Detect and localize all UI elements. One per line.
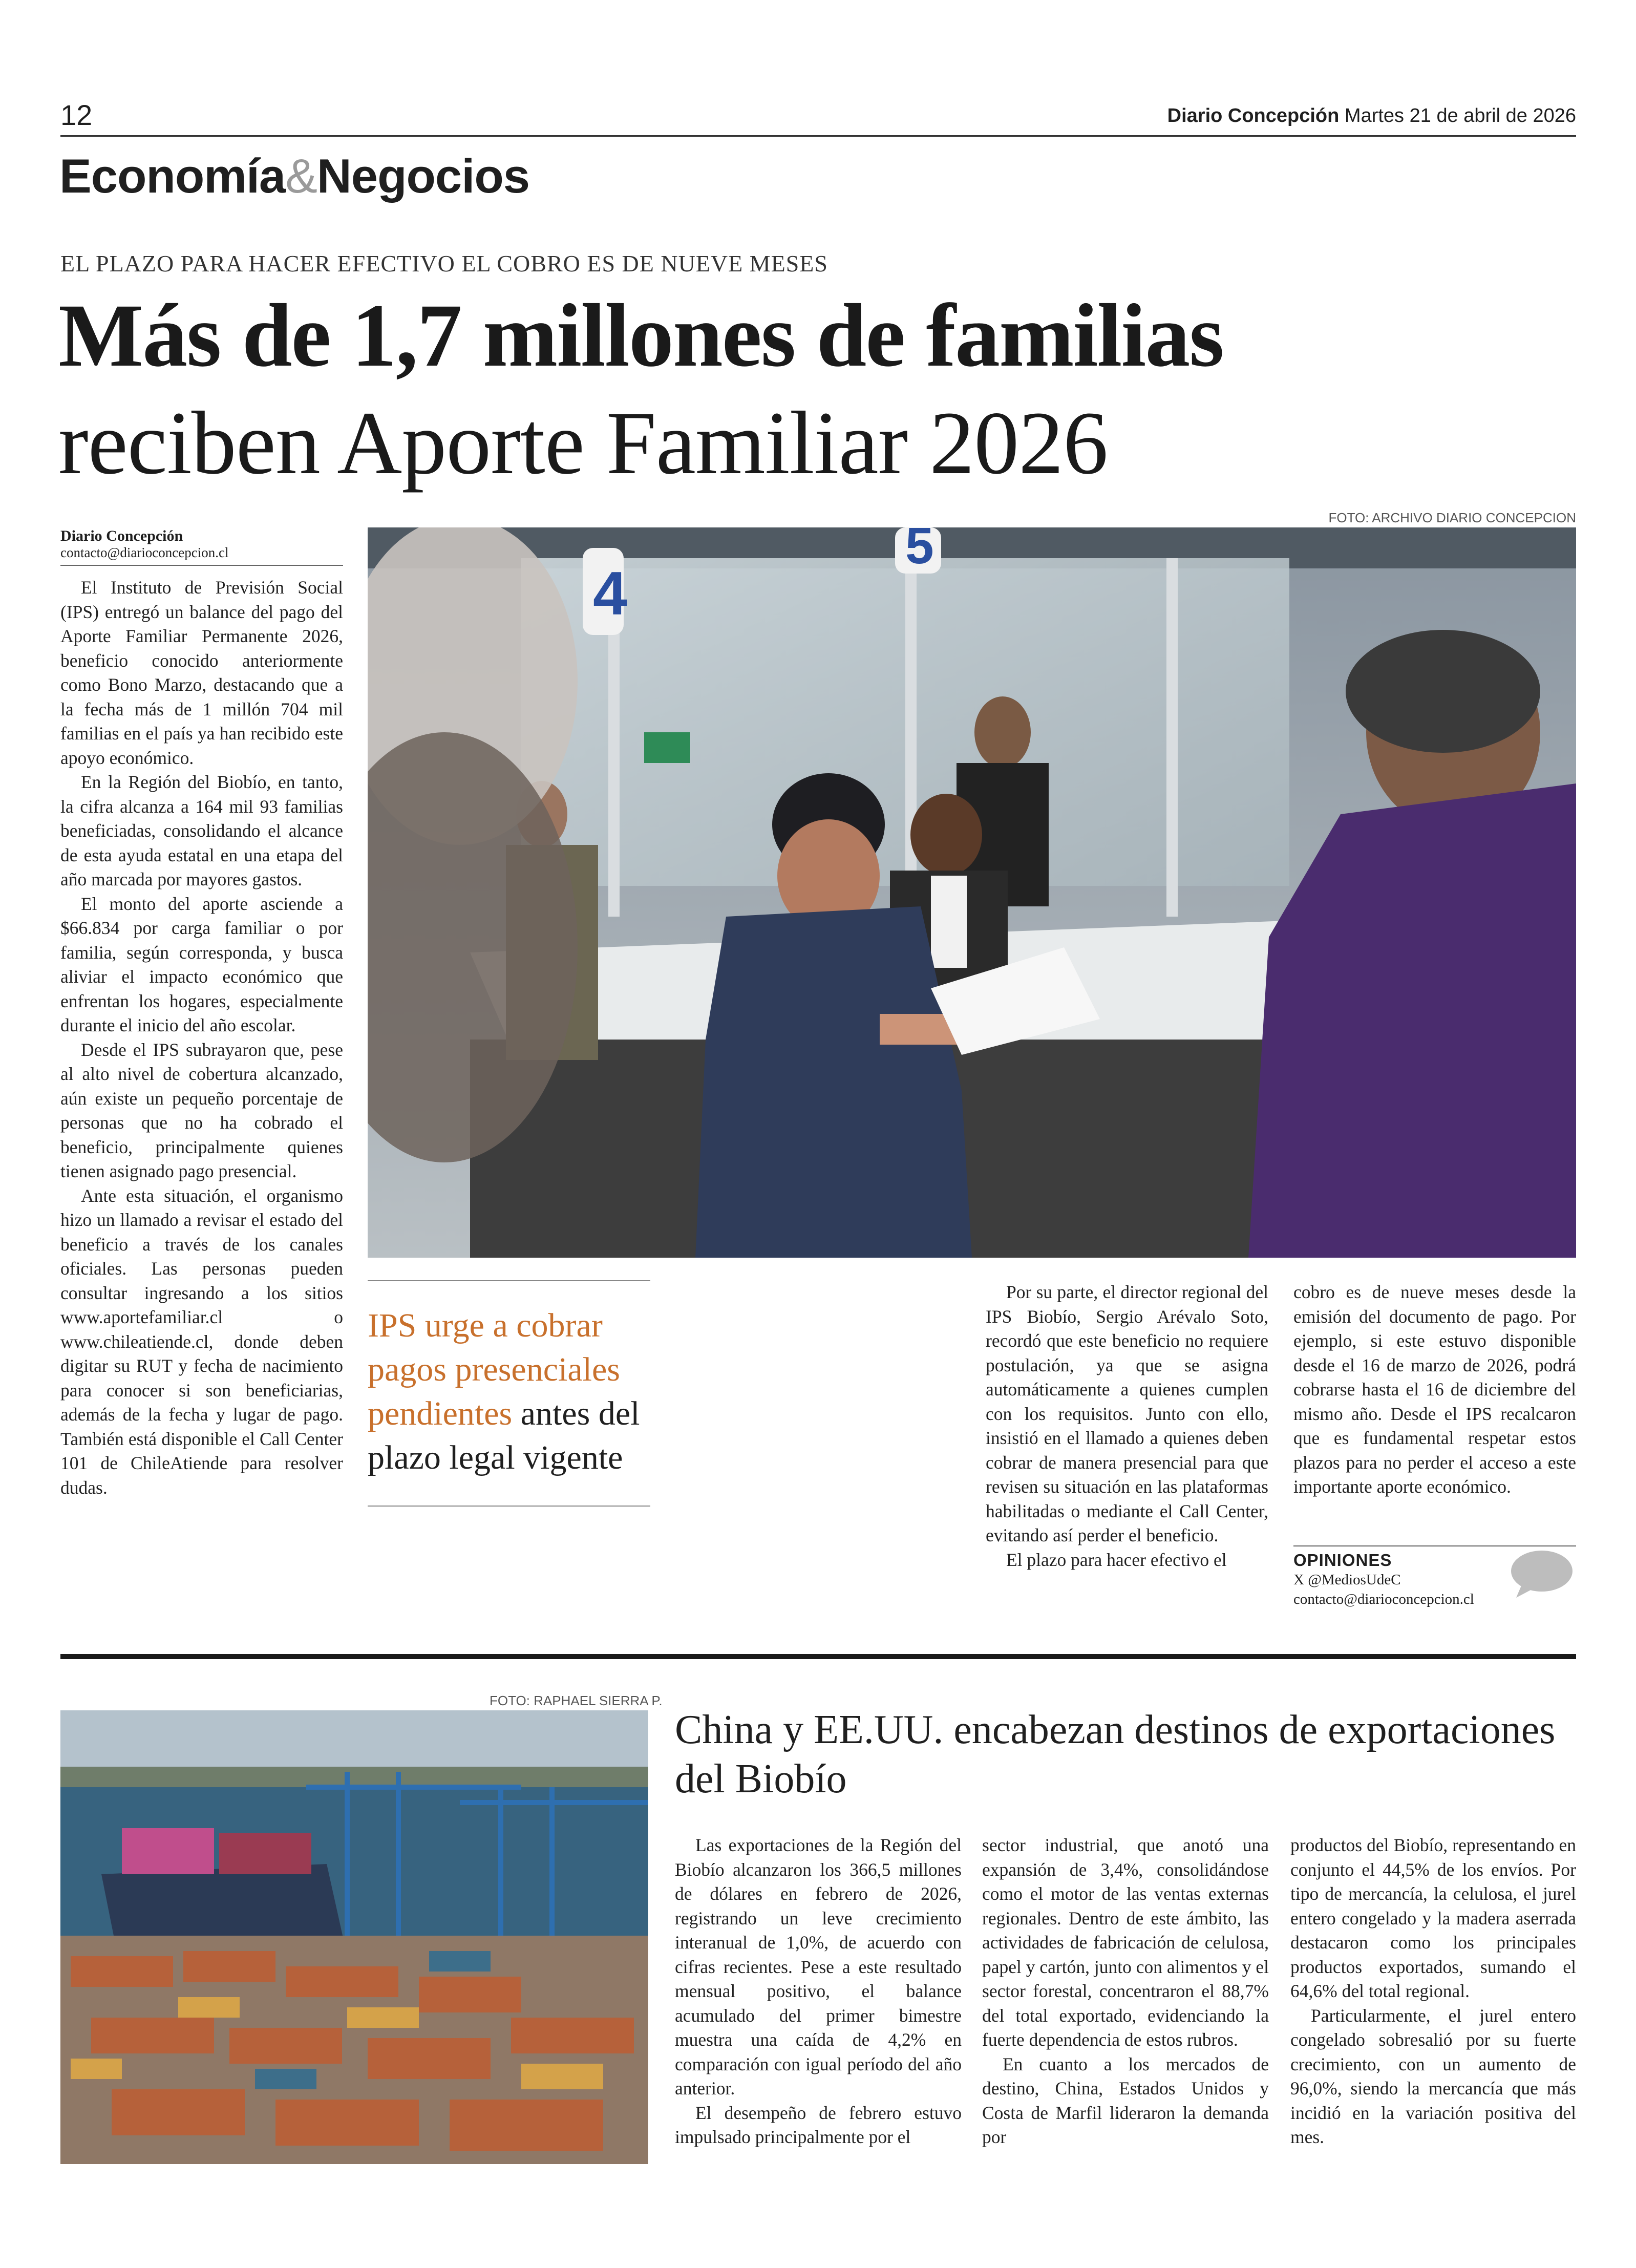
paper-date (1167, 105, 1576, 127)
port-illustration (60, 1710, 648, 2164)
paragraph: En cuanto a los mercados de destino, China, Estados Unidos y Costa de Marfil lideraron la demanda por (982, 2053, 1269, 2147)
article-column-1 (60, 576, 343, 1500)
svg-text:5: 5 (905, 527, 934, 575)
story2-column-2 (982, 1833, 1269, 2150)
paper-brand: Diario Concepción (1167, 105, 1340, 126)
paragraph: Ante esta situación, el organismo hizo un llamado a revisar el estado del beneficio a través de los canales oficiales. Las personas pueden consultar ingresando a los sitios www.aportefamiliar.cl o www.chileatiende.cl, donde deben digitar su RUT y fecha de nacimiento para conocer si son beneficiarias, además de la fecha y lugar de pago. También está disponible el Call Center 101 de ChileAtiende para resolver dudas. (60, 1185, 343, 1498)
paragraph: cobro es de nueve meses desde la emisión del documento de pago. Por ejemplo, si este estuvo disponible desde el 16 de marzo de 2026, podrá cobrarse hasta el 16 de diciembre del mismo año. Desde el IPS recalcaron que es fundamental respetar estos plazos para no perder el acceso a este importante aporte económico. (1293, 1282, 1576, 1497)
section-title-amp: & (285, 149, 317, 203)
svg-text:4: 4 (593, 559, 627, 628)
ips-office-illustration (368, 527, 1576, 1258)
paragraph: Por su parte, el director regional del IPS Biobío, Sergio Arévalo Soto, recordó que este beneficio no requiere postulación, ya que se asigna automáticamente a quienes cumplen con los requisitos. Junto con ello, insistió en el llamado a quienes deben cobrar de manera presencial para que revisen su situación en las plataformas habilitadas o mediante el Call Center, evitando así perder el beneficio. (986, 1282, 1268, 1545)
headline-line-2: reciben Aporte Familiar 2026 (58, 393, 1108, 493)
photo-credit: FOTO: ARCHIVO DIARIO CONCEPCION (1328, 510, 1576, 525)
article-kicker: EL PLAZO PARA HACER EFECTIVO EL COBRO ES DE NUEVE MESES (60, 250, 828, 277)
article-column-3 (986, 1280, 1268, 1572)
exit-sign-icon (644, 732, 690, 763)
section-title (59, 149, 529, 204)
story2-title: China y EE.UU. encabezan destinos de exportaciones del Biobío (675, 1707, 1556, 1801)
story2-column-1 (675, 1833, 962, 2150)
paragraph: En la Región del Biobío, en tanto, la cifra alcanza a 164 mil 93 familias beneficiadas, consolidando el alcance de esta ayuda estatal en una etapa del año marcada por mayores gastos. (60, 772, 343, 889)
section-title-part2: Negocios (316, 149, 530, 203)
photo-credit-2: FOTO: RAPHAEL SIERRA P. (490, 1693, 663, 1708)
byline-email: contacto@diarioconcepcion.cl (60, 545, 229, 560)
opinions-handle[interactable]: X @MediosUdeC (1293, 1572, 1401, 1588)
main-photo-ips-office (368, 527, 1576, 1258)
paragraph: Las exportaciones de la Región del Biobío alcanzaron los 366,5 millones de dólares en febrero de 2026, registrando un leve crecimiento interanual de 1,0%, de acuerdo con cifras recientes. Pese a este resultado mensual positivo, el balance acumulado del primer bimestre muestra una caída de 4,2% en comparación con igual período del año anterior. (675, 1835, 962, 2099)
paragraph: El desempeño de febrero estuvo impulsado principalmente por el (675, 2102, 962, 2147)
issue-date: Martes 21 de abril de 2026 (1344, 105, 1576, 126)
section-title-part1: Economía (59, 149, 286, 203)
paragraph: sector industrial, que anotó una expansión de 3,4%, consolidándose como el motor de las ventas externas regionales. Dentro de este ámbito, las actividades de fabricación de celulosa, papel y cartón, junto con alimentos y el sector forestal, concentraron el 88,7% del total exportado, evidenciando la fuerte dependencia de estos rubros. (982, 1835, 1269, 2050)
headline-line-1: Más de 1,7 millones de familias (58, 286, 1223, 386)
header-rule (60, 135, 1576, 137)
paragraph: Particularmente, el jurel entero congelado sobresalió por su fuerte crecimiento, con un aumento de 96,0%, siendo la mercancía que más incidió en la variación positiva del mes. (1290, 2005, 1576, 2147)
paragraph: Desde el IPS subrayaron que, pese al alto nivel de cobertura alcanzado, aún existe un pequeño porcentaje de personas que no ha cobrado el beneficio, principalmente quienes tienen asignado pago presencial. (60, 1039, 343, 1181)
byline (60, 527, 343, 566)
article-column-4 (1293, 1280, 1576, 1499)
opinions-email[interactable]: contacto@diarioconcepcion.cl (1293, 1591, 1474, 1607)
pull-quote-rest: antes del plazo legal vigente (368, 1395, 640, 1476)
paragraph: El monto del aporte asciende a $66.834 por carga familiar o por familia, según corresponda, y busca aliviar el impacto económico que enfrentan los hogares, especialmente durante el inicio del año escolar. (60, 893, 343, 1035)
opinions-label: OPINIONES (1293, 1551, 1392, 1570)
speech-bubble-icon (1507, 1548, 1574, 1599)
paragraph: El plazo para hacer efectivo el (1006, 1549, 1227, 1570)
byline-name: Diario Concepción (60, 527, 183, 544)
port-photo (60, 1710, 648, 2164)
page-number: 12 (60, 99, 93, 131)
pull-quote (368, 1280, 650, 1507)
story2-column-3 (1290, 1833, 1576, 2150)
section-divider (60, 1654, 1576, 1659)
paragraph: productos del Biobío, representando en conjunto el 44,5% de los envíos. Por tipo de mercancía, la celulosa, el jurel entero congelado y la madera aserrada destacaron como los principales productos exportados, sumando el 64,6% del total regional. (1290, 1835, 1576, 2001)
pull-quote-highlight: IPS urge a cobrar pagos presenciales pendientes (368, 1307, 620, 1432)
paragraph: El Instituto de Previsión Social (IPS) entregó un balance del pago del Aporte Familiar Permanente 2026, beneficio conocido anteriormente como Bono Marzo, destacando que a la fecha más de 1 millón 704 mil familias en el país ya han recibido este apoyo económico. (60, 577, 343, 768)
